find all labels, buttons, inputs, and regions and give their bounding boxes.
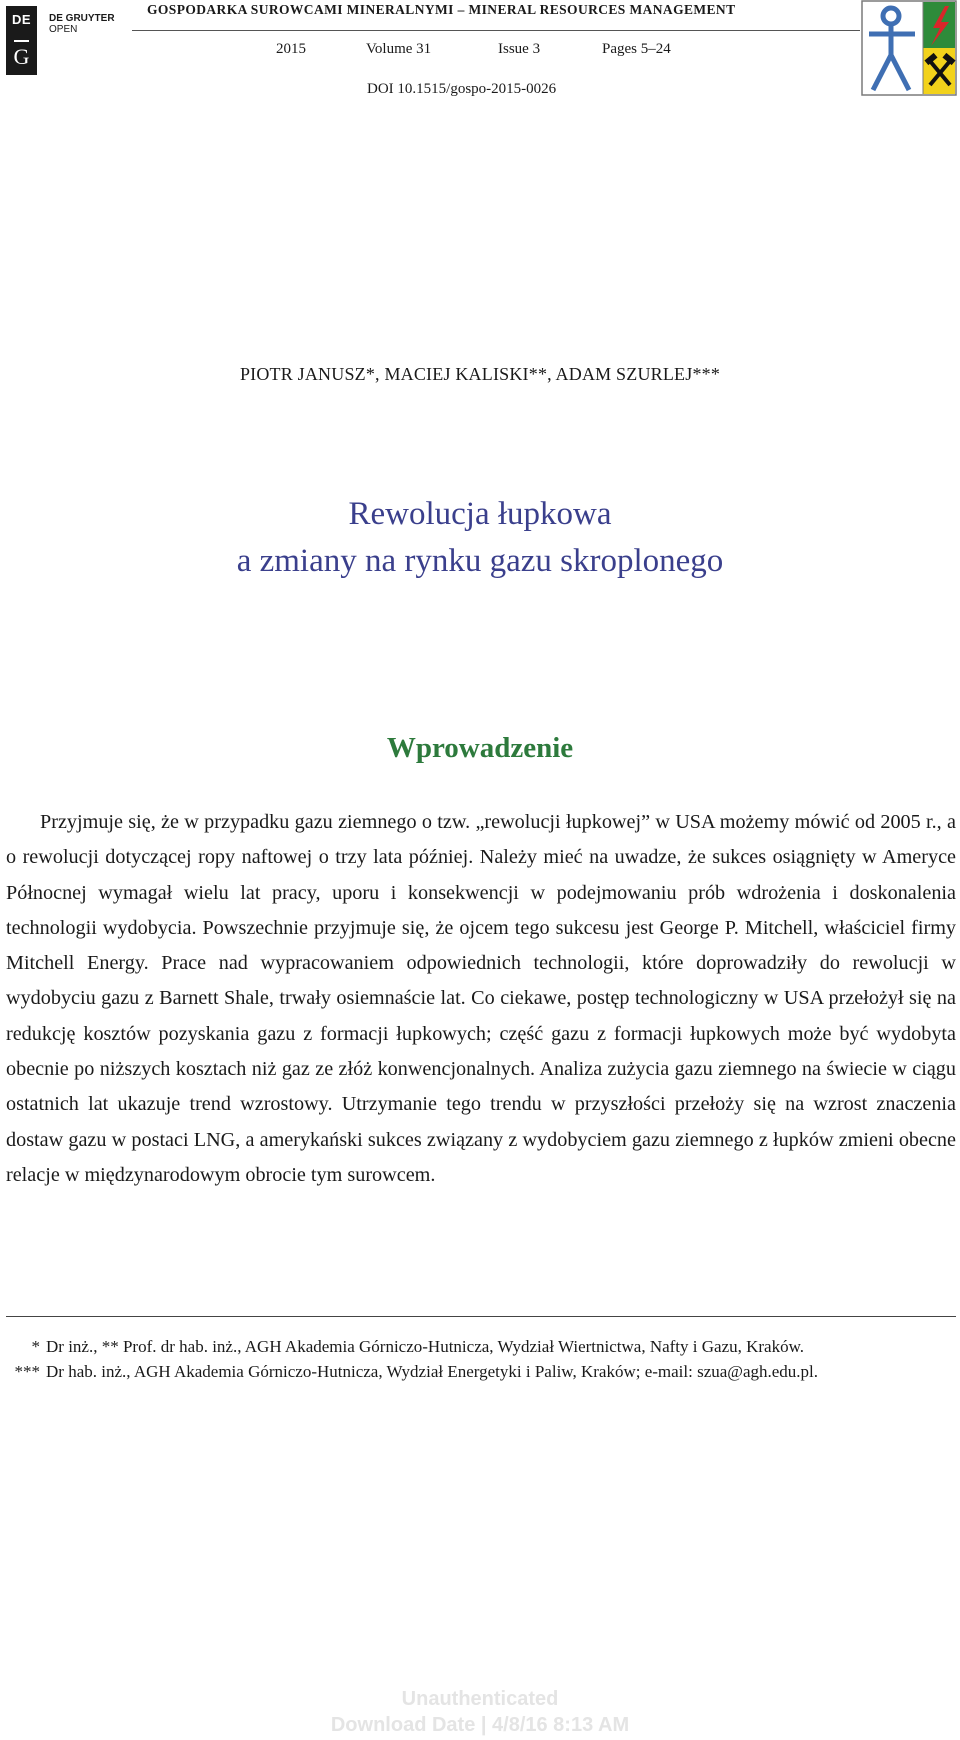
watermark-line2: Download Date | 4/8/16 8:13 AM xyxy=(330,1714,630,1736)
footnote-item xyxy=(6,1359,956,1384)
footnote-mark: * xyxy=(31,1337,40,1356)
journal-doi: DOI 10.1515/gospo-2015-0026 xyxy=(367,81,557,97)
publisher-logo-top: DE xyxy=(11,12,32,27)
article-title xyxy=(0,491,960,585)
section-heading: Wprowadzenie xyxy=(386,732,574,764)
footnotes xyxy=(6,1334,956,1384)
footnote-divider xyxy=(6,1316,956,1317)
journal-emblem-icon xyxy=(861,0,957,96)
journal-volume: Volume 31 xyxy=(366,41,432,57)
journal-issue: Issue 3 xyxy=(498,41,541,57)
article-authors: PIOTR JANUSZ*, MACIEJ KALISKI**, ADAM SZURLEJ*** xyxy=(239,364,721,384)
publisher-name-line2: OPEN xyxy=(49,24,78,35)
article-title-line2: a zmiany na rynku gazu skroplonego xyxy=(236,543,724,579)
footnote-mark: *** xyxy=(14,1362,40,1381)
header-divider xyxy=(132,30,860,31)
footnote-text: Dr hab. inż., AGH Akademia Górniczo-Hutnicza, Wydział Energetyki i Paliw, Kraków; e-mail: szua@agh.edu.pl. xyxy=(46,1362,819,1381)
footnote-text: Dr inż., ** Prof. dr hab. inż., AGH Akademia Górniczo-Hutnicza, Wydział Wiertnictwa, Nafty i Gazu, Kraków. xyxy=(46,1337,805,1356)
body-text xyxy=(6,805,956,1193)
article-title-line1: Rewolucja łupkowa xyxy=(348,496,612,532)
journal-title: GOSPODARKA SUROWCAMI MINERALNYMI – MINERAL RESOURCES MANAGEMENT xyxy=(147,2,736,17)
publisher-name-line1: DE GRUYTER xyxy=(49,13,115,24)
journal-year: 2015 xyxy=(276,41,306,57)
watermark-line1: Unauthenticated xyxy=(401,1688,559,1710)
publisher-name xyxy=(49,13,115,35)
body-paragraph: Przyjmuje się, że w przypadku gazu ziemnego o tzw. „rewolucji łupkowej” w USA możemy mówić od 2005 r., a o rewolucji dotyczącej ropy naftowej o trzy lata później. Należy mieć na uwadze, że sukces osiągnięty w Ameryce Północnej wymagał wielu lat pracy, uporu i konsekwencji w podejmowaniu prób wdrożenia i doskonalenia technologii wydobycia. Powszechnie przyjmuje się, że ojcem tego sukcesu jest George P. Mitchell, właściciel firmy Mitchell Energy. Prace nad wypracowaniem odpowiednich technologii, które doprowadziły do rewolucji w wydobyciu gazu z Barnett Shale, trwały osiemnaście lat. Co ciekawe, postęp technologiczny w USA przełożył się na redukcję kosztów pozyskania gazu z formacji łupkowych; część gazu z formacji łupkowych może być wydobyta obecnie po niższych kosztach niż gaz ze złóż konwencjonalnych. Analiza zużycia gazu ziemnego na świecie w ciągu ostatnich lat ukazuje trend wzrostowy. Utrzymanie tego trendu w przyszłości przełoży się na wzrost znaczenia dostaw gazu w postaci LNG, a amerykański sukces związany z wydobyciem gazu ziemnego z łupków zmieni obecne relacje w międzynarodowym obrocie tym surowcem. xyxy=(6,811,956,1186)
logo-divider xyxy=(14,40,29,42)
publisher-logo-bottom: G xyxy=(13,44,30,69)
publisher-logo xyxy=(6,6,37,75)
footnote-item xyxy=(6,1334,956,1359)
journal-pages: Pages 5–24 xyxy=(602,41,671,57)
